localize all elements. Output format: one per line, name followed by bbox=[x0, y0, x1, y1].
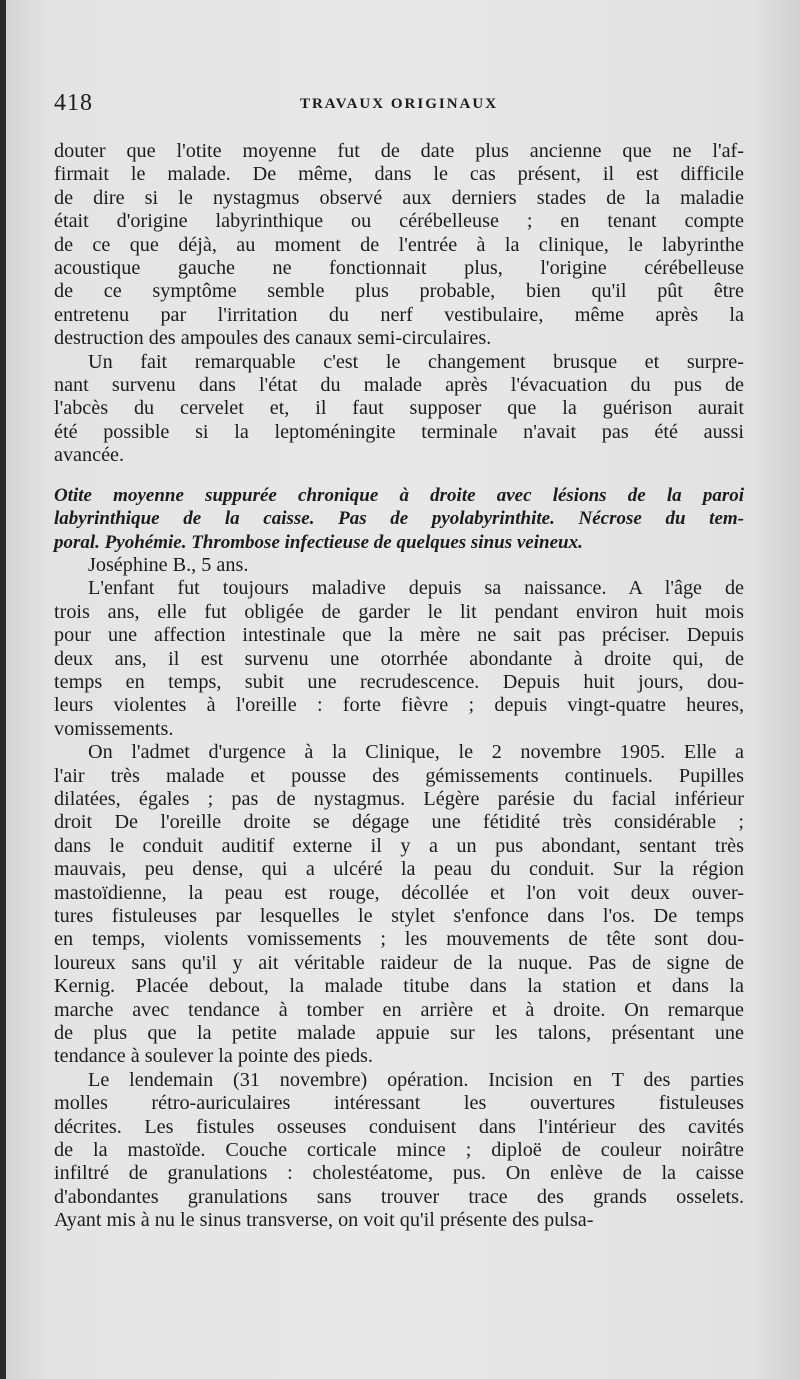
text-line: tures fistuleuses par lesquelles le stylet s'enfonce dans l'os. De temps bbox=[54, 905, 744, 927]
paragraph bbox=[54, 741, 744, 1069]
text-line: mastoïdienne, la peau est rouge, décollée et l'on voit deux ouver- bbox=[54, 881, 744, 904]
text-line: dilatées, égales ; pas de nystagmus. Légère parésie du facial inférieur bbox=[54, 787, 744, 810]
text-line: de la mastoïde. Couche corticale mince ; diploë de couleur noirâtre bbox=[54, 1139, 744, 1162]
text-line: Ayant mis à nu le sinus transverse, on voit qu'il présente des pulsa- bbox=[54, 1209, 594, 1232]
text-line: tendance à soulever la pointe des pieds. bbox=[54, 1045, 373, 1068]
text-line: Kernig. Placée debout, la malade titube dans la station et dans la bbox=[54, 975, 744, 998]
running-title: TRAVAUX ORIGINAUX bbox=[299, 96, 499, 112]
text-line: de dire si le nystagmus observé aux derniers stades de la maladie bbox=[54, 186, 744, 209]
book-page bbox=[6, 0, 800, 1379]
paragraph bbox=[54, 351, 744, 468]
text-line: destruction des ampoules des canaux semi-circulaires. bbox=[54, 327, 492, 350]
paragraph bbox=[54, 140, 744, 351]
text-line: leurs violentes à l'oreille : forte fièvre ; depuis vingt-quatre heures, bbox=[54, 694, 744, 717]
text-line: de ce que déjà, au moment de l'entrée à la clinique, le labyrinthe bbox=[54, 233, 744, 256]
text-line: entretenu par l'irritation du nerf vestibulaire, même après la bbox=[54, 303, 744, 326]
text-line: vomissements. bbox=[54, 717, 174, 740]
text-line: Le lendemain (31 novembre) opération. Incision en T des parties bbox=[88, 1068, 744, 1091]
text-line: en temps, violents vomissements ; les mouvements de tête sont dou- bbox=[54, 928, 744, 951]
text-line: d'abondantes granulations sans trouver trace des grands osselets. bbox=[54, 1185, 744, 1208]
text-line: douter que l'otite moyenne fut de date plus ancienne que ne l'af- bbox=[54, 140, 744, 162]
text-line: firmait le malade. De même, dans le cas présent, il est difficile bbox=[54, 163, 744, 186]
page-body bbox=[54, 140, 744, 1233]
text-line: temps en temps, subit une recrudescence. Depuis huit jours, dou- bbox=[54, 670, 744, 693]
case-title bbox=[54, 484, 744, 554]
text-line: labyrinthique de la caisse. Pas de pyolabyrinthite. Nécrose du tem- bbox=[54, 508, 744, 530]
text-line: loureux sans qu'il y ait véritable raideur de la nuque. Pas de signe de bbox=[54, 951, 744, 974]
text-line: avancée. bbox=[54, 444, 125, 467]
text-line: On l'admet d'urgence à la Clinique, le 2 novembre 1905. Elle a bbox=[88, 741, 744, 764]
text-line: L'enfant fut toujours maladive depuis sa naissance. A l'âge de bbox=[88, 577, 744, 600]
text-line: décrites. Les fistules osseuses conduisent dans l'intérieur des cavités bbox=[54, 1115, 744, 1138]
text-line: pour une affection intestinale que la mère ne sait pas préciser. Depuis bbox=[54, 624, 744, 647]
text-line: Otite moyenne suppurée chronique à droite avec lésions de la paroi bbox=[54, 484, 744, 506]
text-line: était d'origine labyrinthique ou cérébelleuse ; en tenant compte bbox=[54, 210, 744, 233]
text-line: molles rétro-auriculaires intéressant les ouvertures fistuleuses bbox=[54, 1092, 744, 1115]
text-line: l'abcès du cervelet et, il faut supposer que la guérison aurait bbox=[54, 397, 744, 420]
paragraph bbox=[54, 1069, 744, 1233]
text-line: nant survenu dans l'état du malade après l'évacuation du pus de bbox=[54, 374, 744, 397]
text-line: poral. Pyohémie. Thrombose infectieuse de quelques sinus veineux. bbox=[54, 531, 583, 553]
text-line: droit De l'oreille droite se dégage une fétidité très considérable ; bbox=[54, 811, 744, 834]
text-line: dans le conduit auditif externe il y a un pus abondant, sentant très bbox=[54, 834, 744, 857]
page-number: 418 bbox=[54, 90, 93, 116]
text-line: de plus que la petite malade appuie sur les talons, présentant une bbox=[54, 1022, 744, 1045]
text-line: Un fait remarquable c'est le changement brusque et surpre- bbox=[88, 350, 744, 373]
text-line: infiltré de granulations : cholestéatome, pus. On enlève de la caisse bbox=[54, 1162, 744, 1185]
text-line: l'air très malade et pousse des gémissements continuels. Pupilles bbox=[54, 764, 744, 787]
text-line: de ce symptôme semble plus probable, bien qu'il pût être bbox=[54, 280, 744, 303]
page-header bbox=[54, 90, 744, 120]
paragraph bbox=[54, 577, 744, 741]
text-line: Joséphine B., 5 ans. bbox=[88, 553, 249, 576]
text-line: été possible si la leptoméningite terminale n'avait pas été aussi bbox=[54, 420, 744, 443]
text-line: marche avec tendance à tomber en arrière et à droite. On remarque bbox=[54, 998, 744, 1021]
paragraph bbox=[54, 554, 744, 577]
text-line: trois ans, elle fut obligée de garder le lit pendant environ huit mois bbox=[54, 600, 744, 623]
text-line: acoustique gauche ne fonctionnait plus, l'origine cérébelleuse bbox=[54, 257, 744, 280]
text-line: mauvais, peu dense, qui a ulcéré la peau du conduit. Sur la région bbox=[54, 858, 744, 881]
text-line: deux ans, il est survenu une otorrhée abondante à droite qui, de bbox=[54, 647, 744, 670]
